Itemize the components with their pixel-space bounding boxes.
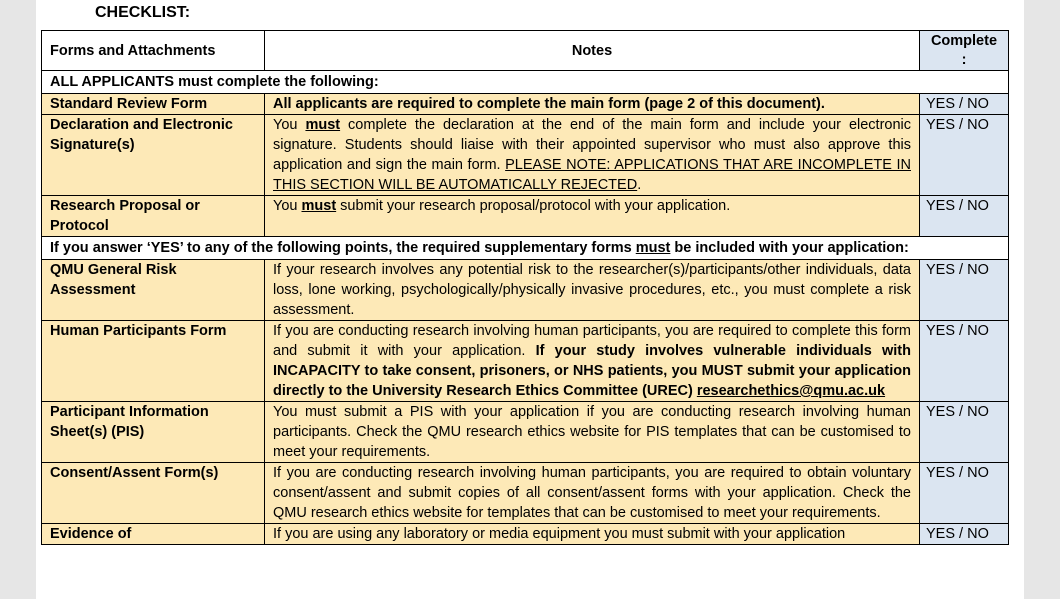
note-proposal xyxy=(265,196,920,237)
form-name-declaration: Declaration and Electronic Signature(s) xyxy=(42,115,265,196)
table-row xyxy=(42,196,1009,237)
section-row-yes xyxy=(42,237,1009,260)
note-declaration xyxy=(265,115,920,196)
table-row xyxy=(42,115,1009,196)
table-row xyxy=(42,94,1009,115)
table-row xyxy=(42,321,1009,402)
note-text: submit your research proposal/protocol with your application. xyxy=(336,198,731,214)
urec-email-link[interactable]: researchethics@qmu.ac.uk xyxy=(696,383,886,399)
checklist-table xyxy=(41,30,1009,545)
header-complete xyxy=(920,31,1009,71)
complete-declaration[interactable]: YES / NO xyxy=(920,115,1009,196)
table-row xyxy=(42,463,1009,524)
complete-standard[interactable]: YES / NO xyxy=(920,94,1009,115)
form-name-evidence: Evidence of xyxy=(42,524,265,545)
complete-consent[interactable]: YES / NO xyxy=(920,463,1009,524)
document-page xyxy=(36,0,1024,599)
table-row xyxy=(42,402,1009,463)
header-complete-line1: Complete xyxy=(930,32,998,49)
complete-pis[interactable]: YES / NO xyxy=(920,402,1009,463)
section-text: If you answer ‘YES’ to any of the following points, the required supplementary forms xyxy=(50,240,636,256)
complete-proposal[interactable]: YES / NO xyxy=(920,196,1009,237)
note-text: complete the declaration at the end of the main form and include your electronic signature. Students should liaise with their appointed supervisor who must also approve this application and sign the main form. xyxy=(273,117,912,173)
form-name-pis: Participant Information Sheet(s) (PIS) xyxy=(42,402,265,463)
header-notes: Notes xyxy=(265,31,920,71)
section-all-applicants: ALL APPLICANTS must complete the following: xyxy=(42,71,1009,94)
note-human xyxy=(265,321,920,402)
note-standard: All applicants are required to complete the main form (page 2 of this document). xyxy=(265,94,920,115)
complete-evidence[interactable]: YES / NO xyxy=(920,524,1009,545)
section-row-all xyxy=(42,71,1009,94)
table-row xyxy=(42,260,1009,321)
must-emphasis: must xyxy=(301,198,337,214)
checklist-title: CHECKLIST: xyxy=(95,4,191,21)
complete-risk[interactable]: YES / NO xyxy=(920,260,1009,321)
note-text: You xyxy=(273,198,302,214)
must-emphasis: must xyxy=(305,117,341,133)
note-evidence: If you are using any laboratory or media equipment you must submit with your application xyxy=(265,524,920,545)
form-name-standard: Standard Review Form xyxy=(42,94,265,115)
header-forms: Forms and Attachments xyxy=(42,31,265,71)
must-emphasis: must xyxy=(635,240,671,256)
note-text: . xyxy=(637,177,642,193)
note-pis: You must submit a PIS with your application if you are conducting research involving human participants. Check the QMU research ethics website for PIS templates that can be customised to meet your requirements. xyxy=(265,402,920,463)
complete-human[interactable]: YES / NO xyxy=(920,321,1009,402)
note-consent: If you are conducting research involving human participants, you are required to obtain voluntary consent/assent and submit copies of all consent/assent forms with your application. Check the QMU research ethics website for templates that can be customised to meet your requirements. xyxy=(265,463,920,524)
note-risk: If your research involves any potential risk to the researcher(s)/participants/other individuals, data loss, lone working, psychologically/physically invasive procedures, etc., you must complete a risk assessment. xyxy=(265,260,920,321)
section-text: be included with your application: xyxy=(670,240,909,256)
form-name-human: Human Participants Form xyxy=(42,321,265,402)
form-name-risk: QMU General Risk Assessment xyxy=(42,260,265,321)
form-name-proposal: Research Proposal or Protocol xyxy=(42,196,265,237)
note-text: You xyxy=(273,117,306,133)
note-text: If you are conducting research involving human participants, you are required to complete this form and submit it with your application. xyxy=(273,323,911,359)
section-supplementary xyxy=(42,237,1009,260)
vulnerable-warning: If your study involves vulnerable individuals with INCAPACITY to take consent, prisoners, or NHS patients, you MUST submit your application directly to the University Research Ethics Committee (UREC) xyxy=(273,343,911,399)
header-row xyxy=(42,31,1009,71)
rejection-warning: PLEASE NOTE: APPLICATIONS THAT ARE INCOMPLETE IN THIS SECTION WILL BE AUTOMATICALLY REJECTED xyxy=(273,157,911,193)
form-name-consent: Consent/Assent Form(s) xyxy=(42,463,265,524)
header-complete-line2: : xyxy=(961,51,967,68)
table-row xyxy=(42,524,1009,545)
